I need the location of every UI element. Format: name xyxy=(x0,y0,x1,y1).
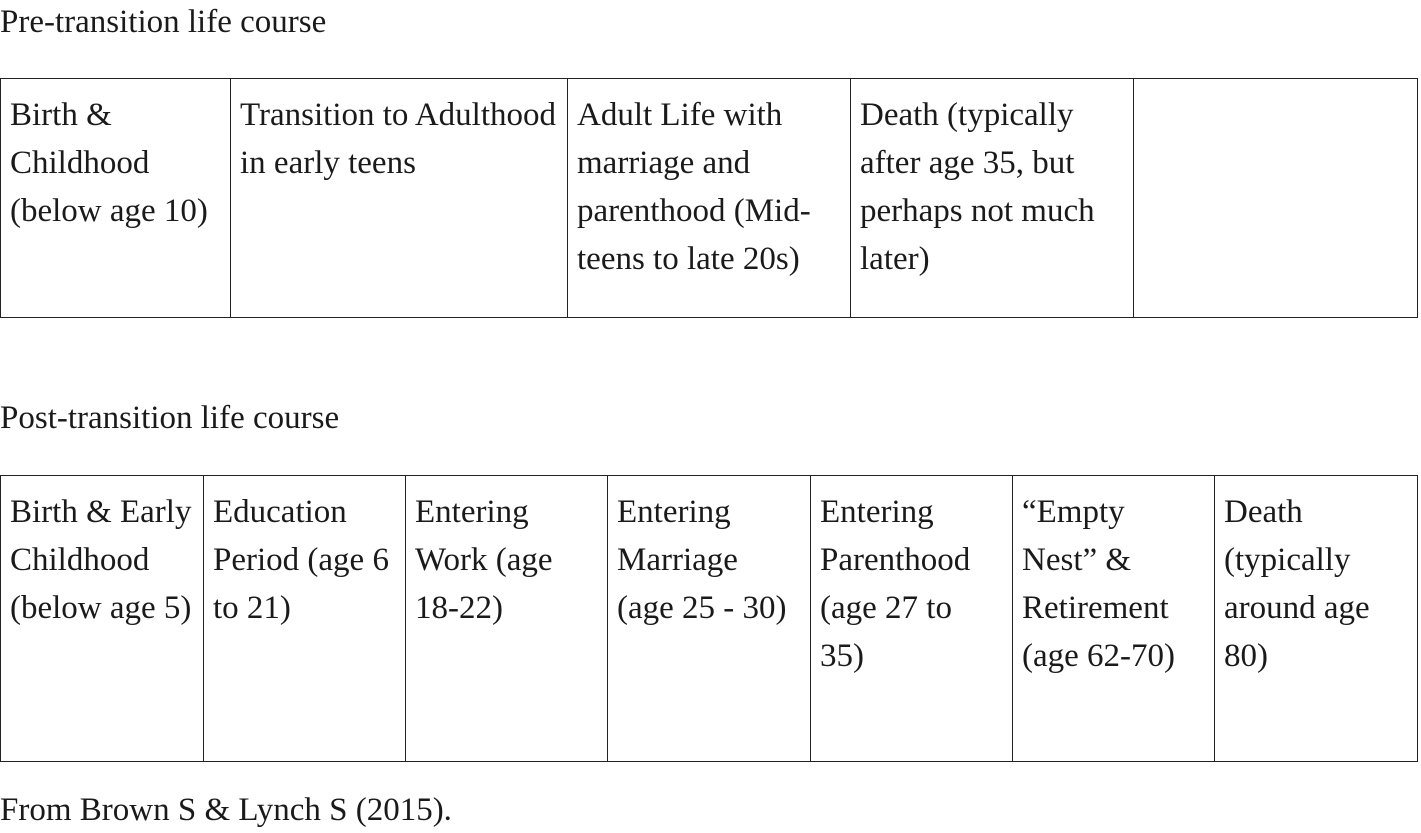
pre-stage-transition-adulthood: Transition to Adulthood in early teens xyxy=(231,79,568,318)
source-citation: From Brown S & Lynch S (2015). xyxy=(0,792,452,828)
table-row xyxy=(1,476,1418,762)
post-stage-education: Education Period (age 6 to 21) xyxy=(204,476,406,762)
pre-stage-empty-cell xyxy=(1134,79,1418,318)
post-stage-entering-marriage: Entering Marriage (age 25 - 30) xyxy=(608,476,811,762)
table-row xyxy=(1,79,1418,318)
post-stage-birth-early-childhood: Birth & Early Childhood (below age 5) xyxy=(1,476,204,762)
pre-transition-title: Pre-transition life course xyxy=(0,4,327,40)
post-stage-death: Death (typically around age 80) xyxy=(1215,476,1418,762)
post-transition-title: Post-transition life course xyxy=(0,400,340,436)
post-stage-empty-nest-retirement: “Empty Nest” & Retirement (age 62-70) xyxy=(1013,476,1215,762)
post-transition-table xyxy=(0,475,1418,762)
post-stage-entering-work: Entering Work (age 18-22) xyxy=(406,476,608,762)
pre-stage-birth-childhood: Birth & Childhood (below age 10) xyxy=(1,79,231,318)
pre-stage-death: Death (typically after age 35, but perhaps not much later) xyxy=(851,79,1134,318)
pre-stage-adult-life: Adult Life with marriage and parenthood (Mid-teens to late 20s) xyxy=(568,79,851,318)
post-stage-entering-parenthood: Entering Parenthood (age 27 to 35) xyxy=(811,476,1013,762)
pre-transition-table xyxy=(0,78,1418,318)
